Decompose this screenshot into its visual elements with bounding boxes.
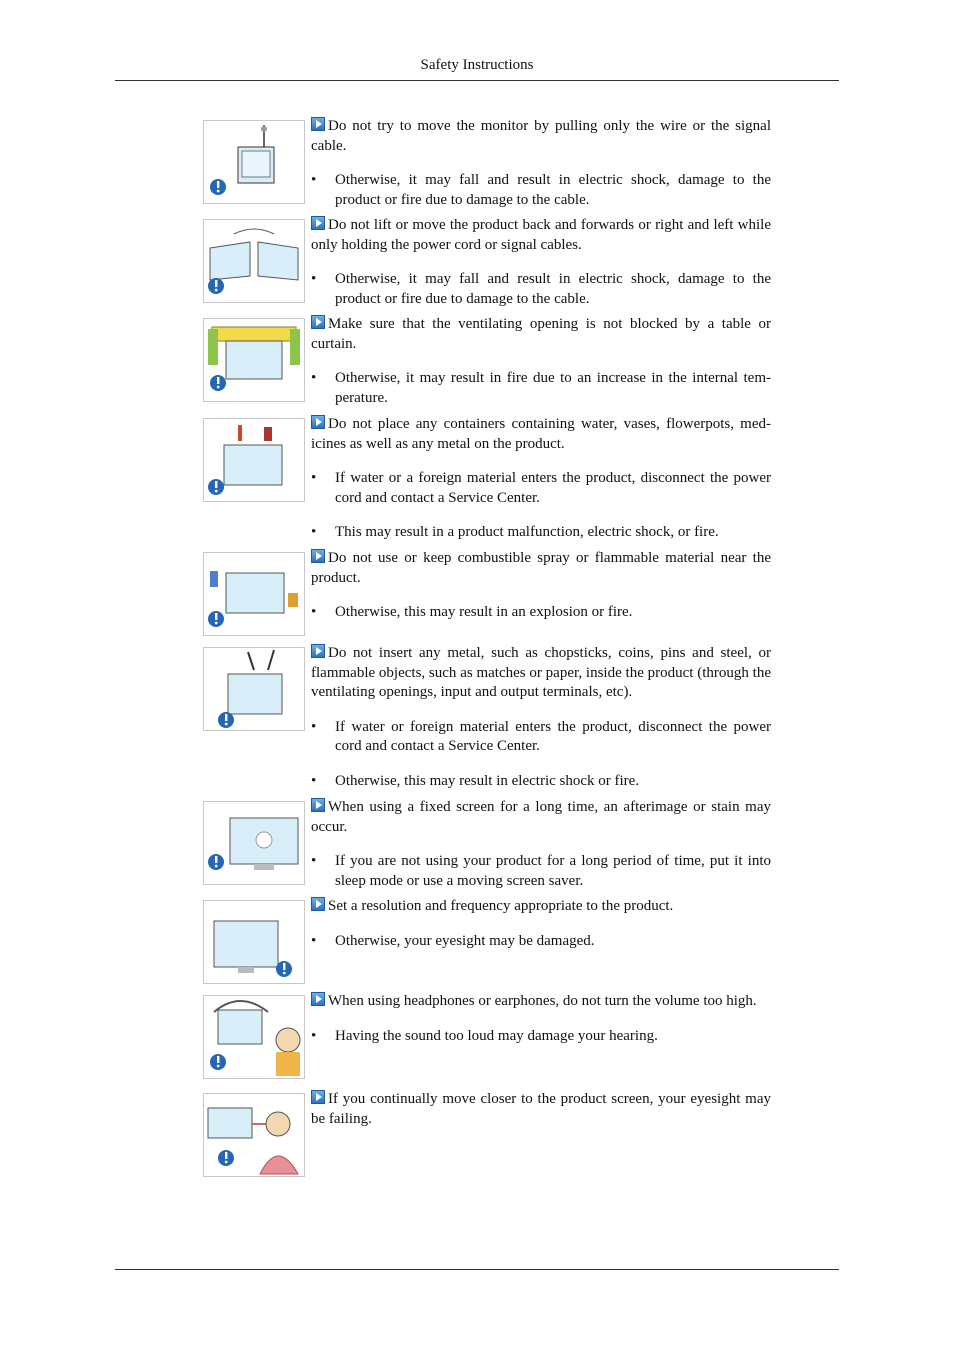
monitor-lift-illustration: [203, 219, 305, 303]
monitor-afterimage-illustration: [203, 801, 305, 885]
blue-arrow-icon: [311, 415, 325, 429]
item-4-sub-2: • This may result in a product malfunction, electric shock, or fire.: [311, 523, 771, 543]
page-header: Safety Instructions: [420, 57, 534, 73]
item-1-sub-1: • Otherwise, it may fall and result in electric shock, damage to the product or fire due to damage to the cable.: [311, 171, 771, 210]
monitor-curtain-illustration: [203, 318, 305, 402]
item-3-sub-1: • Otherwise, it may result in fire due to an increase in the internal tem-perature.: [311, 369, 771, 408]
blue-arrow-icon: [311, 117, 325, 131]
item-3-main: Make sure that the ventilating opening is not blocked by a table or curtain.: [311, 316, 771, 352]
item-2-sub-1: • Otherwise, it may fall and result in electric shock, damage to the product or fire due to damage to the cable.: [311, 270, 771, 309]
item-9-sub-1: • Having the sound too loud may damage your hearing.: [311, 1027, 771, 1047]
item-8-sub-1: • Otherwise, your eyesight may be damaged.: [311, 932, 771, 952]
item-10-main: If you continually move closer to the product screen, your eyesight may be failing.: [311, 1091, 771, 1127]
blue-arrow-icon: [311, 798, 325, 812]
blue-arrow-icon: [311, 315, 325, 329]
footer-rule: [115, 1269, 839, 1270]
item-6-sub-1: • If water or foreign material enters the product, disconnect the power cord and contact a Service Center.: [311, 718, 771, 757]
blue-arrow-icon: [311, 1090, 325, 1104]
item-6-main: Do not insert any metal, such as chopsticks, coins, pins and steel, or flammable objects, such as matches or paper, inside the product (through the ventilating openings, input and output terminals, etc).: [311, 645, 771, 700]
item-4-main: Do not place any containers containing water, vases, flowerpots, med-icines as well as any metal on the product.: [311, 416, 771, 452]
item-5-main: Do not use or keep combustible spray or flammable material near the product.: [311, 550, 771, 586]
item-5-sub-1: • Otherwise, this may result in an explosion or fire.: [311, 603, 771, 623]
blue-arrow-icon: [311, 549, 325, 563]
blue-arrow-icon: [311, 897, 325, 911]
item-6-sub-2: • Otherwise, this may result in electric shock or fire.: [311, 772, 771, 792]
item-7-sub-1: • If you are not using your product for a long period of time, put it into sleep mode or use a moving screen saver.: [311, 852, 771, 891]
headphones-illustration: [203, 995, 305, 1079]
monitor-cable-illustration: [203, 120, 305, 204]
monitor-spray-illustration: [203, 552, 305, 636]
blue-arrow-icon: [311, 216, 325, 230]
item-4-sub-1: • If water or a foreign material enters the product, disconnect the power cord and contact a Service Center.: [311, 469, 771, 508]
monitor-metal-insert-illustration: [203, 647, 305, 731]
item-8-main: Set a resolution and frequency appropriate to the product.: [311, 897, 771, 917]
header-rule: [115, 80, 839, 81]
monitor-resolution-illustration: [203, 900, 305, 984]
eyesight-distance-illustration: [203, 1093, 305, 1177]
item-9-main: When using headphones or earphones, do not turn the volume too high.: [311, 992, 771, 1012]
blue-arrow-icon: [311, 644, 325, 658]
item-2-main: Do not lift or move the product back and forwards or right and left while only holding the power cord or signal cables.: [311, 217, 771, 253]
item-1-main: Do not try to move the monitor by pulling only the wire or the signal cable.: [311, 118, 771, 154]
monitor-containers-illustration: [203, 418, 305, 502]
blue-arrow-icon: [311, 992, 325, 1006]
item-7-main: When using a fixed screen for a long time, an afterimage or stain may occur.: [311, 799, 771, 835]
